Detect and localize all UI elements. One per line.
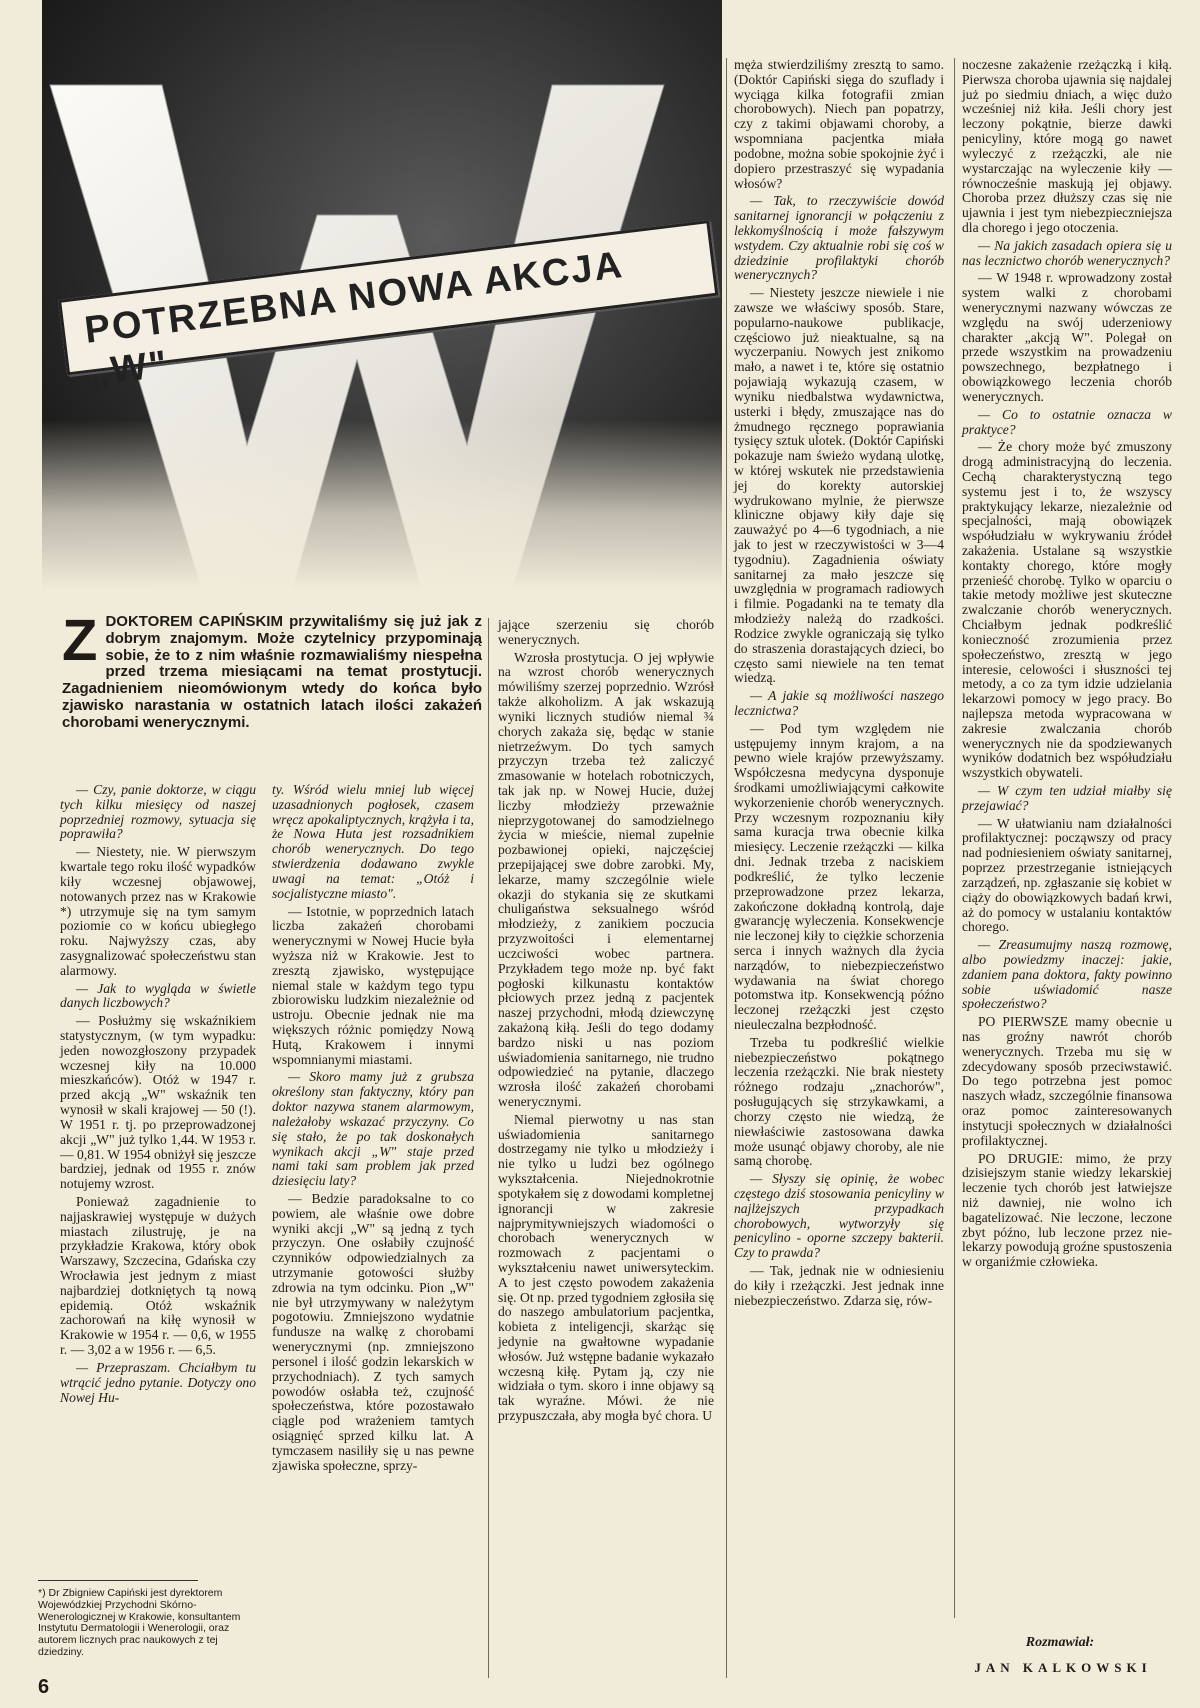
article-paragraph: Trzeba tu podkreślić wielkie niebezpieczeństwo pokątnego leczenia rzeżączki. Nie brak niestety różnego rodzaju „znachorów", posługujących się strzykawkami, a chorzy często nie wiedzą, że niewłaściwie zastosowana dawka może usunąć objawy choroby, ale nie samą chorobę.: [734, 1034, 944, 1169]
hero-fade: [42, 420, 722, 590]
page-number: 6: [38, 1676, 50, 1698]
article-paragraph: Wzrosła prostytucja. O jej wpływie na wzrost chorób wenerycznych mówiliśmy szerzej poprzednio. Wzrósł także alkoholizm. A jak wskazują wyniki licznych studiów niemal ¾ chorych zakaża się, będąc w stanie nietrzeźwym. Do tych samych przyczyn trzeba też zaliczyć zmasowanie w hotelach robotniczych, tak jak np. w Nowej Hucie, dużej liczby młodzieży przeważnie nieprzygotowanej do samodzielnego życia w mieście, niemal zupełnie pozbawionej opieki, najczęściej przepijającej swe dobre zarobki. My, lekarze, mamy szczególnie wiele okazji do stykania się ze skutkami chuligaństwa seksualnego wśród młodzieży, z zanikiem poczucia przyzwoitości i elementarnej uczciwości wobec partnera. Przykładem tego może np. być fakt pogłoski kilkunastu kontaktów płciowych przez jedną z pacjentek naszej przychodni, młodą dziewczynę zakażoną kiłą. Jeśli do tego dodamy bardzo niski u nas poziom uświadomienia sanitarnego, nie trudno odpowiedzieć na pytanie, dlaczego wzrosła ilość zakażeń chorobami wenerycznymi.: [498, 649, 714, 1109]
article-paragraph: PO PIERWSZE mamy obecnie u nas groźny nawrót chorób wenerycznych. Trzeba mu się w zdecydowany sposób przeciwstawić. Do tego potrzebna jest pomoc naszych władz, szczególnie finansowa oraz pomoc zainteresowanych instytucji społecznych w działalności profilaktycznej.: [962, 1014, 1172, 1148]
column-rule: [488, 618, 489, 1678]
article-paragraph: — W ułatwianiu nam działalności profilaktycznej: począwszy od pracy nad podniesieniem oświaty sanitarnej, poprzez przestrzeganie istniejących zarządzeń, np. zgłaszanie się kobiet w ciąży do obowiązkowych badań krwi, aż do pomocy w ustalaniu kontaktów chorego.: [962, 815, 1172, 935]
footnote: *) Dr Zbigniew Capiński jest dyrektorem Wojewódzkiej Przychodni Skórno-Wenerologicznej w Krakowie, konsultantem Instytutu Dermatologii i Wenerologii, oraz autorem licznych prac naukowych z tej dziedziny.: [38, 1587, 241, 1658]
article-paragraph: jające szerzeniu się chorób wenerycznych.: [498, 617, 714, 647]
article-paragraph: — Że chory może być zmuszony drogą administracyjną do leczenia. Cechą charakterystyczną tego systemu jest i to, że wszyscy praktykujący lekarze, niezależnie od specjalności, mają obowiązek współudziału w wykrywaniu źródeł zakażenia. Ustalane są wszystkie kontakty chorego, które mogły przenieść chorobę. Tylko w oparciu o takie metody możliwe jest skuteczne zwalczanie chorób wenerycznych. Chciałbym jednak podkreślić konieczność zrozumienia przez społeczeństwo, zresztą w jego interesie, celowości i słuszności tej metody, a co za tym idzie udzielania lekarzowi pomocy w jego pracy. Bo najlepsza metoda wypracowana w zakresie zwalczania chorób wenerycznych nie da spodziewanych wyników dodatnich bez współudziału wszystkich obywateli.: [962, 439, 1172, 781]
article-paragraph: — Posłużmy się wskaźnikiem statystycznym, (w tym wypadku: jeden nowozgłoszony przypadek wczesnej kiły na 10.000 mieszkańców). Otóż w 1947 r. przed akcją „W" wskaźnik ten wynosił w skali krajowej — 50 (!). W 1951 r. tj. po przeprowadzonej akcji „W" już tylko 1,44. W 1953 r. — 0,81. W 1954 obniżył się jeszcze bardziej, jednak od 1955 r. znów notujemy wzrost.: [60, 1013, 256, 1192]
article-paragraph: — W 1948 r. wprowadzony został system walki z chorobami wenerycznymi nazwany wówczas ze względu na swój uderzeniowy charakter „akcją W". Polegał on przede wszystkim na prowadzeniu powszechnego, bezpłatnego i obowiązkowego leczenia chorób wenerycznych.: [962, 270, 1172, 404]
column-rule: [726, 58, 727, 1678]
column-5: [962, 58, 1172, 1273]
column-1: [60, 783, 256, 1408]
interviewer-question: — Skoro mamy już z grubsza określony stan faktyczny, który pan doktor nazywa stanem alarmowym, należałoby wskazać przyczyny. Co się stało, że po tak doskonałych wynikach akcji „W" staje przed nami taki sam problem jak przed dziesięciu laty?: [272, 1069, 474, 1189]
interviewer-question: — Zreasumujmy naszą rozmowę, albo powiedzmy inaczej: jakie, zdaniem pana doktora, fakty powinno sobie uświadomić nasze społeczeństwo?: [962, 937, 1172, 1012]
interviewer-question: — A jakie są możliwości naszego lecznictwa?: [734, 688, 944, 718]
column-rule: [954, 58, 955, 1618]
interviewer-question: ty. Wśród wielu mniej lub więcej uzasadnionych pogłosek, czasem wręcz apokaliptycznych, krążyła i ta, że Nowa Huta jest rozsadnikiem chorób wenerycznych. Do tego stwierdzenia dodawano zwykle uwagi na temat: „Otóż i socjalistyczne miasto".: [272, 782, 474, 901]
interviewer-question: — Na jakich zasadach opiera się u nas lecznictwo chorób wenerycznych?: [962, 237, 1172, 268]
footnote-rule: [38, 1580, 198, 1581]
interviewer-question: — Przepraszam. Chciałbym tu wtrącić jedno pytanie. Dotyczy ono Nowej Hu-: [60, 1359, 256, 1405]
article-paragraph: — Niestety jeszcze niewiele i nie zawsze we właściwy sposób. Stare, popularno-naukowe publikacje, częściowo już nieaktualne, są na wyczerpaniu. Nowych jest znikomo mało, a nawet i te, które się ostatnio pojawiają wykazują czasem, w wyniku niedbalstwa wydawnictwa, usterki i błędy, zmuszające nas do żmudnego ręcznego poprawiania tysięcy sztuk ulotek. (Doktór Capiński pokazuje nam świeżo wydaną ulotkę, w której wskutek nie przedstawienia jej do korekty autorskiej wydrukowano mylnie, że pierwsze kliniczne objawy kiły daje się zauważyć po 4—6 tygodniach, a nie jak to jest w rzeczywistości w 3—4 tygodniu). Zagadnienia oświaty sanitarnej za mało jeszcze się uwzględnia w programach radiowych i filmie. Pogadanki na te tematy dla młodzieży należą do rzadkości. Rodzice zwykle ograniczają się tylko do straszenia dorastających dzieci, bo często sami niewiele na ten temat wiedzą.: [734, 285, 944, 686]
column-4: [734, 58, 944, 1311]
interviewer-question: — W czym ten udział miałby się przejawiać?: [962, 783, 1172, 813]
interviewer-question: — Słyszy się opinię, że wobec częstego dziś stosowania penicyliny w najlżejszych przypadkach chorobowych, wytworzyły się penicylino - oporne szczepy bakterii. Czy to prawda?: [734, 1171, 944, 1261]
column-3: [498, 618, 714, 1427]
article-paragraph: Ponieważ zagadnienie to najjaskrawiej występuje w dużych miastach zilustruję, je na przykładzie Krakowa, który obok Warszawy, Szczecina, Gdańska czy Wrocławia jest jednym z miast najbardziej dotkniętych tą nową epidemią. Otóż wskaźnik zachorowań na kiłę wynosił w Krakowie w 1954 r. — 0,6, w 1955 r. — 3,02 a w 1956 r. — 6,5.: [60, 1193, 256, 1358]
interviewer-question: — Jak to wygląda w świetle danych liczbowych?: [60, 980, 256, 1011]
article-paragraph: — Pod tym względem nie ustępujemy innym krajom, a na pewno wiele krajów przewyższamy. Współczesna medycyna dysponuje środkami umożliwiającymi całkowite wykorzenienie chorób wenerycznych. Przy wczesnym rozpoznaniu kiły sama kuracja trwa obecnie kilka miesięcy. Leczenie rzeżączki — kilka dni. Jednak trzeba z naciskiem podkreślić, że tylko leczenie przeprowadzone przez lekarza, zakończone dokładną kontrolą, daje gwarancję wyleczenia. Konsekwencje nie leczonej kiły to ciężkie schorzenia serca i innych ważnych dla życia narządów, to niebezpieczeństwo wydawania na świat chorego potomstwa itp. Konsekwencją późno leczonej rzeżączki jest często nieuleczalna bezpłodność.: [734, 720, 944, 1032]
article-paragraph: — Istotnie, w poprzednich latach liczba zakażeń chorobami wenerycznymi w Nowej Hucie była wyższa niż w Krakowie. Jest to zresztą zjawisko, występujące niemal stale w każdym tego typu zbiorowisku ludzkim niezależnie od ustroju. Obecnie jednak nie ma większych różnic pomiędzy Nową Hutą, Krakowem i innymi wspomnianymi miastami.: [272, 903, 474, 1067]
lead-text: DOKTOREM CAPIŃSKIM przywitaliśmy się już jak z dobrym znajomym. Może czytelnicy przypominają sobie, że to z nim właśnie rozmawialiśmy niespełna przed trzema miesiącami na temat prostytucji. Zagadnieniem nieomówionym wtedy do końca było zjawisko narastania w ostatnich latach ilości zakażeń chorobami wenerycznymi.: [62, 613, 482, 731]
article-paragraph: noczesne zakażenie rzeżączką i kiłą. Pierwsza choroba ujawnia się najdalej już po siedmiu dniach, a więc dużo wcześniej niż kiła. Jeśli chory jest leczony pokątnie, bierze dawki penicyliny, które mogą go nawet wyleczyć z rzeżączki, ale nie wystarczając na wyleczenie kiły — równocześnie maskują jej objawy. Choroba przez dłuższy czas się nie ujawnia i jest tym niebezpieczniejsza dla chorego i jego otoczenia.: [962, 57, 1172, 235]
article-paragraph: męża stwierdziliśmy zresztą to samo. (Doktór Capiński sięga do szuflady i wyciąga kilka fotografii zmian chorobowych). Niech pan popatrzy, czy z takimi objawami choroby, a wspomniana pacjentka miała podobne, można sobie spokojnie żyć i dopiero przestraszyć się wypadania włosów?: [734, 57, 944, 191]
article-paragraph: — Bedzie paradoksalne to co powiem, ale właśnie owe dobre wyniki akcji „W" są jedną z tych przyczyn. One osłabiły czujność czynników odpowiedzialnych za utrzymanie gotowości służby zdrowia na tym odcinku. Pion „W" nie był utrzymywany w należytym pogotowiu. Zmniejszono wydatnie fundusze na walkę z chorobami wenerycznymi (np. zmniejszono personel i ilość godzin lekarskich w przychodniach). Z tych samych powodów osłabła też, czujność społeczeństwa, które pozostawało ciągle pod wrażeniem tamtych osiągnięć sprzed kilku lat. A tymczasem nasiliły się u nas pewne zjawiska społeczne, sprzy-: [272, 1190, 474, 1473]
author-name: JAN KALKOWSKI: [974, 1660, 1152, 1675]
headline: POTRZEBNA NOWA AKCJA „W": [82, 244, 625, 395]
signoff: Rozmawiał:: [1025, 1635, 1095, 1650]
interviewer-question: — Co to ostatnie oznacza w praktyce?: [962, 406, 1172, 437]
interviewer-question: — Tak, to rzeczywiście dowód sanitarnej ignorancji w połączeniu z lekkomyślnością i może fałszywym wstydem. Czy aktualnie robi się coś w dziedzinie profilaktyki chorób wenerycznych?: [734, 193, 944, 283]
dropcap: Z: [62, 608, 98, 673]
article-paragraph: Niemal pierwotny u nas stan uświadomienia sanitarnego dostrzegamy nie tylko u młodzieży i nie tylko u ludzi bez ogólnego wykształcenia. Niejednokrotnie spotykałem się z dowodami kompletnej ignorancji w zakresie najprymitywniejszych wiadomości o chorobach wenerycznych w rozmowach z pacjentami o wykształceniu nawet uniwersyteckim. A to jest często powodem zakażenia się. Ot np. przed tygodniem zgłosiła się do naszego ambulatorium pacjentka, kobieta z inteligencji, skarżąc się jedynie na gwałtowne wypadanie włosów. Już wstępne badanie wykazało wczesną kiłę. Pytam ją, czy nie widziała o tym. skoro i inne objawy są tak wyraźne. Mówi. że nie przypuszczała, aby mogła być chora. U: [498, 1111, 714, 1424]
lead-paragraph: [62, 608, 482, 732]
column-2: [272, 783, 474, 1476]
article-paragraph: PO DRUGIE: mimo, że przy dzisiejszym stanie wiedzy lekarskiej leczenie tych chorób jest łatwiejsze niż dawniej, nie wolno ich bagatelizować. Nie leczone, leczone zbyt późno, lub leczone przez nie-lekarzy powodują groźne spustoszenia w organiźmie człowieka.: [962, 1150, 1172, 1270]
article-paragraph: — Niestety, nie. W pierwszym kwartale tego roku ilość wypadków kiły wczesnej objawowej, notowanych przez nas w Krakowie *) utrzymuje się na tym samym poziomie co w końcu ubiegłego roku. Najwyższy czas, aby zasygnalizować społeczeństwu stan alarmowy.: [60, 844, 256, 978]
article-paragraph: — Tak, jednak nie w odniesieniu do kiły i rzeżączki. Jest jednak inne niebezpieczeństwo. Zdarza się, rów-: [734, 1263, 944, 1308]
interviewer-question: — Czy, panie doktorze, w ciągu tych kilku miesięcy od naszej poprzedniej rozmowy, sytuacja się poprawiła?: [60, 782, 256, 842]
